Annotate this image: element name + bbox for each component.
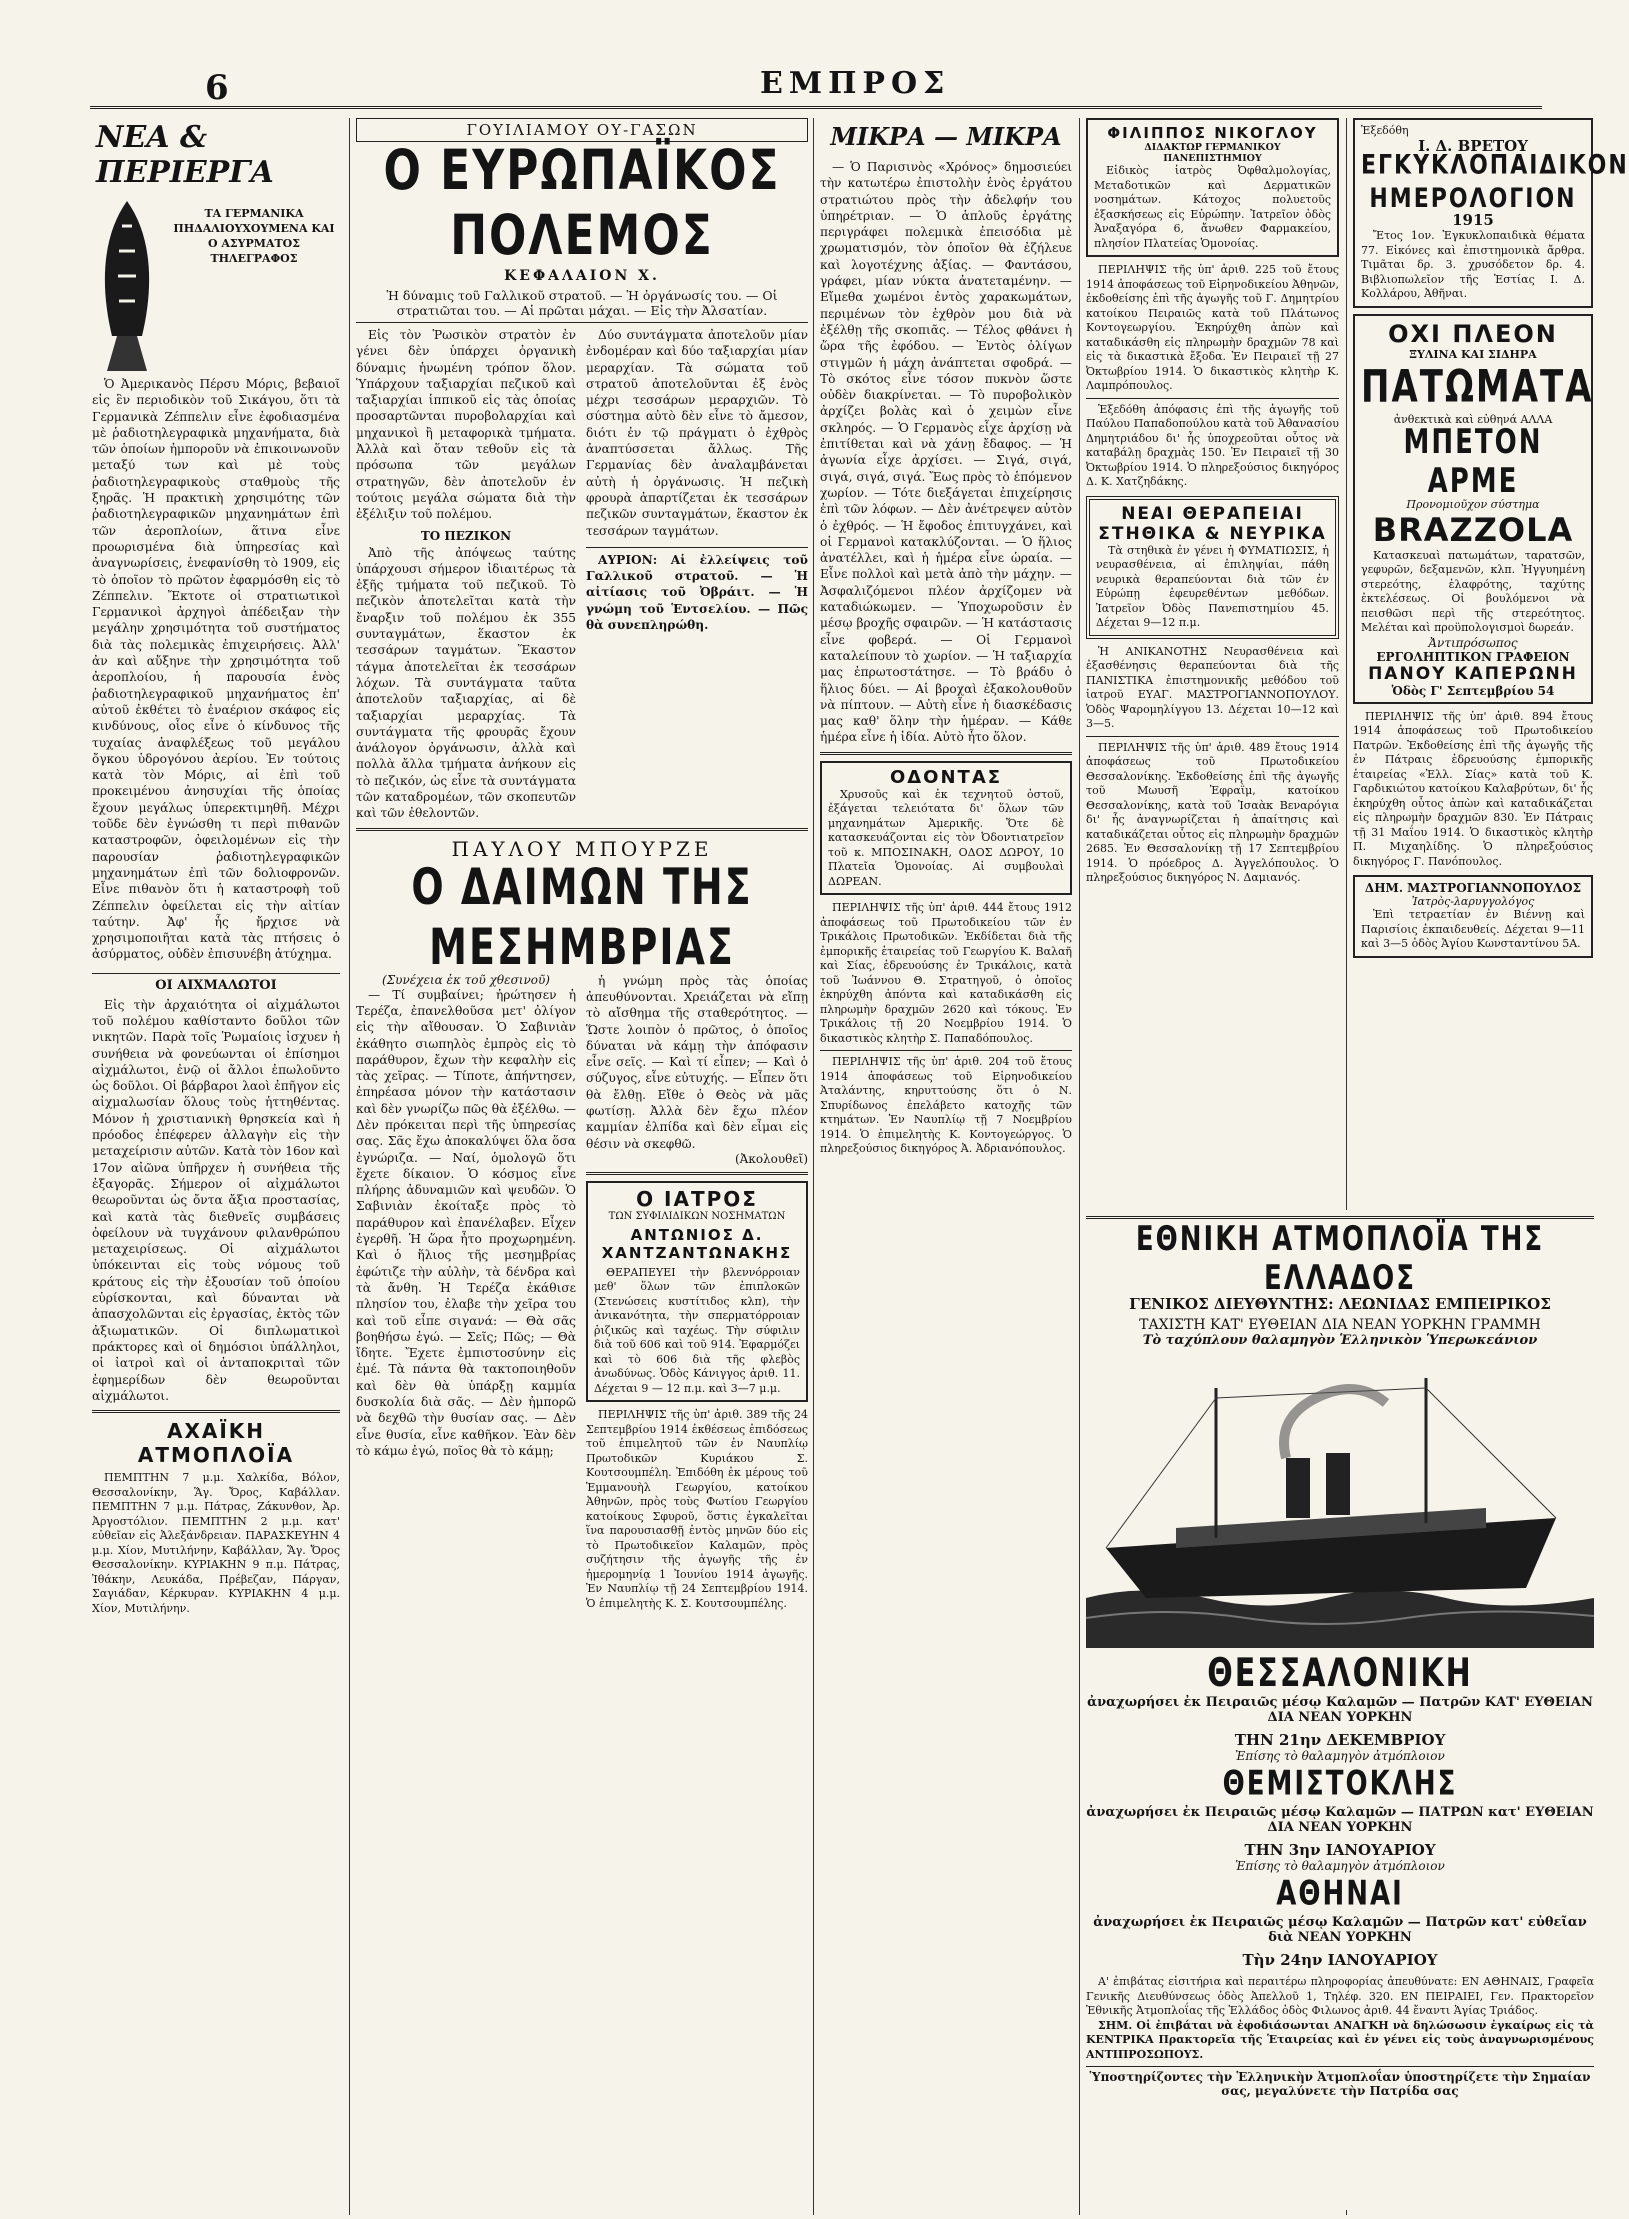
article-title: ΟΙ ΑΙΧΜΑΛΩΤΟΙ — [92, 973, 340, 993]
doctor-ad — [586, 1181, 808, 1403]
ship-route: ἀναχωρήσει ἐκ Πειραιῶς μέσῳ Καλαμῶν — ΠΑΤΡΩΝ κατ' ΕΥΘΕΙΑΝ ΔΙΑ ΝΕΑΝ ΥΟΡΚΗΝ — [1086, 1805, 1594, 1835]
ad-line: ΤΑΧΙΣΤΗ ΚΑΤ' ΕΥΘΕΙΑΝ ΔΙΑ ΝΕΑΝ ΥΟΡΚΗΝ ΓΡΑΜΜΗ — [1139, 1317, 1541, 1333]
medical-notice: Ἡ ΑΝΙΚΑΝΟΤΗΣ Νευρασθένεια καὶ ἐξασθένησις θεραπεύονται διὰ τῆς ΠΑΝΙΣΤΙΚΑ ἐπιστημονικῆς μεθόδου τοῦ ἰατροῦ ΕΥΑΓ. ΜΑΣΤΡΟΓΙΑΝΝΟΠΟΥΛΟΥ. Ὁδὸς Ψαρομηλίγγου 13. Δέχεται 10—12 καὶ 3—5. — [1086, 644, 1339, 730]
masthead-rule — [90, 106, 1542, 109]
column-rule — [813, 118, 814, 2215]
court-notice: ΠΕΡΙΛΗΨΙΣ τῆς ὑπ' ἀριθ. 225 τοῦ ἔτους 1914 ἀποφάσεως τοῦ Εἰρηνοδικείου Ἀθηνῶν, ἐκδοθείσης ἐπὶ τῆς ἀγωγῆς τοῦ Γ. Δημητρίου κατοίκου Πειραιῶς κατὰ τοῦ Πλάτωνος Κοντογεωργίου. Ἐκηρύχθη ἀπὼν καὶ καταδικάσθη εἰς πληρωμὴν δραχμῶν 78 καὶ εἰς τὰ δικαστικὰ ἔξοδα. Ἐν Πειραιεῖ τῇ 27 Ὀκτωβρίου 1914. Ὁ δικαστικὸς κλητὴρ Κ. Λαμπρόπουλος. — [1086, 263, 1339, 392]
ad-notice: ΣΗΜ. Οἱ ἐπιβάται νὰ ἐφοδιάσωνται ΑΝΑΓΚΗ νὰ δηλώσωσιν ἐγκαίρως εἰς τὰ ΚΕΝΤΡΙΚΑ Πρακτορεῖα τῆς Ἑταιρείας καὶ ἐν γένει εἰς τοὺς ἀναγνωρισμένους ΑΝΤΙΠΡΟΣΩΠΟΥΣ. — [1086, 2018, 1594, 2061]
office-owner: ΠΑΝΟΥ ΚΑΠΕΡΩΝΗ — [1368, 663, 1578, 684]
ad-headline: ΟΧΙ ΠΛΕΟΝ — [1388, 319, 1558, 348]
court-notice: ΠΕΡΙΛΗΨΙΣ τῆς ὑπ' ἀριθ. 444 ἔτους 1912 ἀποφάσεως τοῦ Πρωτοδικείου τῶν ἐν Τρικάλοις Πρωτοδικῶν. Ἐκδίδεται διὰ τῆς ἐμπορικῆς ἑταιρείας τοῦ Γεωργίου Κ. Βαλαῆ καὶ Σίας, ἐδρευούσης ἐν Τρικάλοις, κατὰ τοῦ Ἰωάννου Θ. Στρατηγοῦ, ὁ ὁποῖος ἐκηρύχθη ἀπόντα καὶ καταδικάσθη εἰς πληρωμὴν δραχμῶν 2620 καὶ τόκους. Ἐν Τρικάλοις τῇ 20 Νοεμβρίου 1914. Ὁ δικαστικὸς κλητὴρ Σ. Παπαδόπουλος. — [820, 901, 1072, 1045]
ship-name: ΘΕΣΣΑΛΟΝΙΚΗ — [1207, 1650, 1473, 1697]
novel-text: — Τί συμβαίνει; ἠρώτησεν ἡ Τερέζα, ἐπανελθοῦσα μετ' ὀλίγον εἰς τὴν αἴθουσαν. Ὁ Σαβινιὰν ἐκάθητο σιωπηλὸς ἐμπρὸς εἰς τὸ παράθυρον, ἔχων τὴν κεφαλὴν εἰς τὰς χεῖρας. — Τίποτε, ἀπήντησεν, ἐπηρέασα μόνον τὴν κατάστασιν καὶ δὲν γνωρίζω πῶς θὰ ἐξέλθω. — Δὲν πρόκειται περὶ τῆς ὑπηρεσίας σας. Σᾶς ἔχω ἀποκαλύψει ὅλα ὅσα ἐγνώριζα. — Ναί, ὁμολογῶ ὅτι ἔχετε δίκαιον. Ὁ κόσμος εἶνε πλήρης ἀδυναμιῶν καὶ ψευδῶν. Ὁ Σαβινιὰν ἐκοίταξε πρὸς τὸ παράθυρον καὶ ἐπανέλαβεν. Εἶχεν ἐγερθῆ. Ἡ ὥρα ἦτο προχωρημένη. Καὶ ὁ ἥλιος τῆς μεσημβρίας ἐφώτιζε τὴν αὐλὴν, τὰ δένδρα καὶ τὰ ἄνθη. Ἡ Τερέζα ἐκάθισε πλησίον του, ἐλαβε τὴν χεῖρα του καὶ τοῦ εἶπε σιγανά: — Θὰ σᾶς βοηθήσω ἐγώ. — Σεῖς; Πῶς; — Θὰ ἴδητε. Ἔχετε ἐμπιστοσύνην εἰς ἐμέ. Τὰ πάντα θὰ τακτοποιηθοῦν καὶ δὲν θὰ ὑπάρξῃ καμμία δυσκολία διὰ σᾶς. — Δὲν ἠμπορῶ νὰ δεχθῶ τὴν θυσίαν σας. — Δὲν εἶνε θυσία, εἶνε καθῆκον. Ἐὰν δὲν τὸ κάμω ἐγώ, ποῖος θὰ τὸ κάμῃ; — [356, 987, 576, 1458]
ad-subtitle: ΤΩΝ ΣΥΦΙΛΙΔΙΚΩΝ ΝΟΣΗΜΑΤΩΝ — [608, 1210, 786, 1222]
novel-text: ἡ γνώμη πρὸς τὰς ὁποίας ἀπευθύνονται. Χρειάζεται νὰ εἴπῃ τὸ αἴσθημα τῆς σταθερότητος. — Ὥστε λοιπὸν ὁ πρῶτος, ὁ ὁποῖος δύναται νὰ κάμῃ τὴν ἀπόφασιν εἶνε σεῖς. — Καὶ τί εἶπεν; — Καὶ ὁ σύζυγος, εἶνε εὐτυχής. — Εἶπεν ὅτι θὰ ἔλθῃ. Εἴθε ὁ Θεὸς νὰ μᾶς φωτίσῃ. Ἀλλὰ δὲν ἔχω πλέον καμμίαν ἐλπίδα καὶ δὲν εἶμαι εἰς θέσιν νὰ σκεφθῶ. — [586, 973, 808, 1151]
ad-text: Τὰ στηθικὰ ἐν γένει ἡ ΦΥΜΑΤΙΩΣΙΣ, ἡ νευρασθένεια, αἱ ἐπιληψίαι, πάθη νευρικὰ θεραπεύονται διὰ τῶν ἐν Εὐρώπῃ ἐφευρεθέντων μεθόδων. Ἰατρεῖον Ὀδὸς Πανεπιστημίου 45. Δέχεται 9—12 π.μ. — [1096, 543, 1329, 629]
novel-author: ΠΑΥΛΟΥ ΜΠΟΥΡΖΕ — [451, 836, 713, 861]
therapy-ad — [1086, 496, 1339, 639]
ad-text: Ἐπὶ τετραετίαν ἐν Βιέννῃ καὶ Παρισίοις ἐκπαιδευθείς. Δέχεται 9—11 καὶ 3—5 ὁδὸς Ἁγίου Κωνσταντίνου 5Α. — [1361, 908, 1585, 950]
ship-date: ΤΗΝ 21ην ΔΕΚΕΜΒΡΙΟΥ — [1234, 1731, 1446, 1749]
masthead — [0, 62, 1600, 110]
office-name: ΕΡΓΟΛΗΠΤΙΚΟΝ ΓΡΑΦΕΙΟΝ — [1376, 649, 1570, 664]
article-text: Ἀπὸ τῆς ἀπόψεως ταύτης ὑπάρχουσι σήμερον ἰδιαιτέρως τὰ ἑξῆς τμήματα τοῦ πεζικοῦ. Τὸ πεζικὸν ἀποτελεῖται κατὰ τὴν ἔναρξιν τοῦ πολέμου ἐκ 355 συνταγμάτων, ἕκαστον ἐκ τεσσάρων ταγμάτων. Ἕκαστον τάγμα ἀποτελεῖται ἐκ τεσσάρων λόχων. Τὰ συντάγματα ταῦτα ἀποτελοῦν ταξιαρχίας, αἱ δὲ ταξιαρχίαι μεραρχίας. Τὰ συντάγματα τῆς φρουρᾶς ἔχουν ἀνάλογον ὀργάνωσιν, ἀλλὰ καὶ πολλὰ ἄλλα τμήματα ἀνήκουν εἰς τὸ πεζικόν, ὡς εἶνε τὰ συντάγματα τῶν καταδρομέων, τῶν σκοπευτῶν καὶ τῶν ἐθελοντῶν. — [356, 545, 576, 821]
ad-title: ΟΔΟΝΤΑΣ — [889, 766, 1003, 788]
ad-text: ΘΕΡΑΠΕΥΕΙ τὴν βλεννόρροιαν μεθ' ὅλων τῶν ἐπιπλοκῶν (Στενώσεις κυστίτιδος κλπ), τὴν ἀνικανότητα, τὴν σπερματόρροιαν ῥιζικῶς καὶ ταχέως. Τὴν σύφιλιν διὰ τοῦ 606 καὶ τοῦ 914. Ἐφαρμόζει καὶ τὸ 606 διὰ τῆς φλεβὸς ἀνωδύνως. Ὁδὸς Κάνιγγος ἀριθ. 11. Δέχεται 9 — 12 π.μ. καὶ 3—7 μ.μ. — [594, 1265, 800, 1395]
article-text: Εἰς τὸν Ῥωσικὸν στρατὸν ἐν γένει δὲν ὑπάρχει ὀργανικὴ δύναμις ἡνωμένη τρόπον ὅλον. Ὑπάρχουν ταξιαρχίαι πεζικοῦ καὶ ταξιαρχίαι ἱππικοῦ εἰς τὰς ὁποίας προσαρτῶνται πυροβολαρχίαι καὶ μηχανικοὶ ἢ μεταφορικὰ τμήματα. Ἀλλὰ καὶ ὅταν τεθοῦν εἰς τὰ πρόσωπα τῶν μεγάλων στρατηγῶν, δὲν ἀποτελοῦν ἐν τούτοις μεγάλα σώματα διὰ τὴν ἐξέλιξιν τοῦ πολέμου. — [356, 328, 576, 522]
doctor-name: ΦΙΛΙΠΠΟΣ ΝΙΚΟΓΛΟΥ — [1107, 124, 1318, 142]
ship-note: Ἐπίσης τὸ θαλαμηγὸν ἀτμόπλοιον — [1235, 1859, 1445, 1873]
ad-line-sub: Τὸ ταχύπλουν θαλαμηγὸν Ἑλληνικὸν Ὑπερωκεάνιον — [1142, 1333, 1538, 1348]
ad-title: ΑΧΑΪΚΗ ΑΤΜΟΠΛΟΪΑ — [137, 1419, 295, 1468]
ship-date: ΤΗΝ 3ην ΙΑΝΟΥΑΡΙΟΥ — [1244, 1841, 1436, 1859]
summary: Ἡ δύναμις τοῦ Γαλλικοῦ στρατοῦ. — Ἡ ὀργάνωσίς του. — Οἱ στρατιῶται του. — Αἱ πρῶται μάχαι. — Εἰς τὴν Ἀλσατίαν. — [386, 288, 778, 318]
novel-continued: (Συνέχεια ἐκ τοῦ χθεσινοῦ) — [382, 972, 550, 987]
ad-title: Ο ΙΑΤΡΟΣ — [636, 1186, 758, 1211]
novel-title: Ο ΔΑΙΜΩΝ ΤΗΣ ΜΕΣΗΜΒΡΙΑΣ — [411, 858, 753, 976]
column-short-news — [820, 118, 1072, 2215]
article-text: Ὁ Ἀμερικανὸς Πέρσυ Μόρις, βεβαιοῖ εἰς ἓν περιοδικὸν τοῦ Σικάγου, ὅτι τὰ Γερμανικὰ Ζέππελιν εἶνε ἐφοδιασμένα μὲ ῥαδιοτηλεγραφικὰ μηχανήματα, διὰ τῶν ὁποίων ἠμποροῦν νὰ ἐπικοινωνοῦν μεταξύ των καὶ μὲ τοὺς ῥαδιοτηλεγραφικοὺς σταθμοὺς τῆς ξηρᾶς. Ἡ πρακτικὴ χρησιμότης τῶν ῥαδιοτηλεγραφικῶν μηχανημάτων ἐπὶ τῶν ἀεροπλοίων, ἅτινα εἶνε προωρισμένα διὰ ὑπηρεσίας καὶ ἀναγνωρίσεις, ἐνεφανίσθη τὸ 1909, εἰς τὸ ὁποῖον τὸ πρῶτον ἐφαρμόσθη εἰς τὸ Ζέππελιν. Ἔκτοτε οἱ στρατιωτικοὶ Γερμανικοὶ ἀρχηγοὶ ἀπέδειξαν τὴν μεγάλην χρησιμότητα τοῦ συστήματος διὰ τὰς πολεμικὰς ἐπιχειρήσεις. Ἀλλ' ἀν καὶ αὔξηνε τὴν χρησιμότητα τοῦ ἀεροπλοίου, ἡ παρουσία ἑνὸς ῥαδιοτηλεγραφικοῦ μηχανήματος ἐπ' αὐτοῦ ἐκθέτει τὸ ἐναέριον σκάφος εἰς κινδύνους, οἷος εἶνε ὁ κίνδυνος τῆς τυχαίας ἀναφλέξεως τοῦ μεγάλου ὄγκου ὑδρογόνου ἀερίου. Ἐν τούτοις κατὰ τὸν Μόρις, αἱ ἐπὶ τοῦ προκειμένου ἀνησυχίαι τῆς ὁποίας ἔχουν μεγάλως ὑπερεκτιμηθῆ. Μέχρι τοῦδε δὲν ἐγνώσθη τι περὶ πιθανῶν καταστροφῶν, ὀφειλομένων εἰς τὴν παρουσίαν ῥαδιοτηλεγραφικῶν μηχανημάτων ἐπὶ τῶν δολιοφρονῶν. Εἶνε πιθανὸν ὅτι ἡ καταστροφὴ τοῦ Ζέππελιν ὀφείλεται εἰς τὴν αἰτίαν ταύτην. Ἀφ' ἧς ἤρχισε νὰ χρησιμοποιῆται κατὰ τὰς πτήσεις ὁ ἀσύρματος, οὐδὲν ἐπισυνέβη ἀτύχημα. — [92, 377, 340, 962]
to-be-continued: (Ἀκολουθεῖ) — [734, 1151, 808, 1166]
ad-subtitle: ΞΥΛΙΝΑ ΚΑΙ ΣΙΔΗΡΑ — [1409, 347, 1537, 361]
column-rule — [349, 118, 350, 2215]
doctor-ad — [1353, 875, 1593, 958]
column-rule — [1079, 118, 1080, 2215]
almanac-ad — [1353, 118, 1629, 308]
ad-headline: ΠΑΤΩΜΑΤΑ — [1361, 360, 1594, 413]
chapter: ΚΕΦΑΛΑΙΟΝ Χ. — [504, 268, 660, 284]
court-notice: Ἐξεδόθη ἀπόφασις ἐπὶ τῆς ἀγωγῆς τοῦ Παύλου Παπαδοπούλου κατὰ τοῦ Ἀθανασίου Δημητριάδου δι' ἧς ὑποχρεοῦται οὗτος νὰ καταβάλῃ δραχμὰς 150. Ἐν Πειραιεῖ τῇ 30 Ὀκτωβρίου 1914. Ὁ πληρεξούσιος δικηγόρος Δ. Κ. Χατζηδάκης. — [1086, 402, 1339, 488]
column-news — [92, 118, 340, 2215]
article-title: Ο ΕΥΡΩΠΑΪΚΟΣ ΠΟΛΕΜΟΣ — [383, 139, 781, 268]
divider — [1086, 1216, 1594, 1219]
ad-year: 1915 — [1452, 211, 1494, 229]
ad-subtitle: ΔΙΔΑΚΤΩΡ ΓΕΡΜΑΝΙΚΟΥ ΠΑΝΕΠΙΣΤΗΜΙΟΥ — [1144, 142, 1281, 164]
divider — [586, 1172, 808, 1175]
court-notice: ΠΕΡΙΛΗΨΙΣ τῆς ὑπ' ἀριθ. 204 τοῦ ἔτους 1914 ἀποφάσεως τοῦ Εἰρηνοδικείου Ἀταλάντης, κηρυττούσης ὅτι ὁ Ν. Σπυρίδωνος ἐπελάβετο κατοχῆς τῶν κτημάτων. Ἐν Ναυπλίῳ τῇ 7 Νοεμβρίου 1914. Ὁ ἐπιμελητὴς Κ. Κοντογεώργος. Ὁ πληρεξούσιος δικηγόρος Ἀ. Ἀδριανόπουλος. — [820, 1055, 1072, 1156]
ad-subtitle: Προνομιοῦχον σύστημα — [1406, 497, 1540, 511]
court-notice: ΠΕΡΙΛΗΨΙΣ τῆς ὑπ' ἀριθ. 389 τῆς 24 Σεπτεμβρίου 1914 ἐκθέσεως ἐπιδόσεως τοῦ ἐπιμελητοῦ τῶν ἐν Ναυπλίῳ Πρωτοδικῶν Κυριάκου Σ. Κουτσουμπέλη. Ἐπιδόθη ἐκ μέρους τοῦ Ἐμμανουὴλ Γεωργίου, κατοίκου Ἀθηνῶν, πρὸς τοὺς Φωτίου Γεωργίου κατοίκους Σφυροῦ, ὅστις ἐγκαλεῖται ἵνα παρουσιασθῇ ἐντὸς μηνῶν δύο εἰς τὸ Πρωτοδικεῖον Καλαμῶν, πρὸς συζήτησιν τῆς ἀγωγῆς τῆς ἐν ἡμερομηνίᾳ 1 Ἰουνίου 1914 ἀγωγῆς. Ἐν Ναυπλίῳ τῇ 24 Σεπτεμβρίου 1914. Ὁ ἐπιμελητὴς Κ. Σ. Κουτσουμπέλης. — [586, 1408, 808, 1610]
divider — [1086, 398, 1339, 399]
divider — [820, 752, 1072, 755]
steamship-ad — [1086, 1210, 1594, 2210]
doctor-title: Ἰατρὸς-λαρυγγολόγος — [1411, 895, 1535, 908]
divider — [1086, 736, 1339, 737]
ship-route: ἀναχωρήσει ἐκ Πειραιῶς μέσῳ Καλαμῶν — Πατρῶν ΚΑΤ' ΕΥΘΕΙΑΝ ΔΙΑ ΝΕΑΝ ΥΟΡΚΗΝ — [1087, 1695, 1593, 1725]
doctor-name: ΔΗΜ. ΜΑΣΤΡΟΓΙΑΝΝΟΠΟΥΛΟΣ — [1364, 881, 1582, 895]
ship-route: ἀναχωρήσει ἐκ Πειραιῶς μέσῳ Καλαμῶν — Πατρῶν κατ' εὐθεῖαν διὰ ΝΕΑΝ ΥΟΡΚΗΝ — [1093, 1915, 1587, 1945]
ad-subtitle: ΣΤΗΘΙΚΑ & ΝΕΥΡΙΚΑ — [1098, 523, 1327, 544]
ad-text: Χρυσοῦς καὶ ἐκ τεχνητοῦ ὀστοῦ, ἐξάγεται τελειότατα δι' ὅλων τῶν μηχανημάτων Ἀμερικῆς. Ὅτε δὲ κατασκευάζονται εἰς τὸν Ὀδοντιατρεῖον τοῦ κ. ΜΠΟΣΙΝΑΚΗ, ΟΔΟΣ ΔΩΡΟΥ, 10 Πλατεῖα Ὁμονοίας. Αἱ συμβουλαὶ ΔΩΡΕΑΝ. — [828, 787, 1064, 888]
section-title: ΜΙΚΡΑ — ΜΙΚΡΑ — [830, 122, 1062, 151]
ship-note: Ἐπίσης τὸ θαλαμηγὸν ἀτμόπλοιον — [1235, 1749, 1445, 1763]
divider — [356, 322, 808, 323]
ad-subtitle: Ἀντιπρόσωπος — [1428, 635, 1518, 650]
brand-name: BRAZZOLA — [1372, 510, 1574, 549]
ad-info: Α' ἐπιβάτας εἰσιτήρια καὶ περαιτέρω πληροφορίας ἀπευθύνατε: ΕΝ ΑΘΗΝΑΙΣ, Γραφεῖα Γενικῆς Διευθύνσεως ὁδὸς Ἀπελλοῦ 1, Τηλέφ. 320. ΕΝ ΠΕΙΡΑΙΕΙ, Γεν. Πρακτορεῖον Ἐθνικῆς Ἀτμοπλοΐας τῆς Ἑλλάδος ὁδὸς Φιλωνος ἀριθ. 44 ἔναντι Ἁγίας Τριάδος. — [1086, 1975, 1594, 2017]
article-title: ΤΑ ΓΕΡΜΑΝΙΚΑ ΠΗΔΑΛΙΟΥΧΟΥΜΕΝΑ ΚΑΙ Ο ΑΣΥΡΜΑΤΟΣ ΤΗΛΕΓΡΑΦΟΣ — [173, 207, 335, 265]
next-issue: ΑΥΡΙΟΝ: Αἱ ἐλλείψεις τοῦ Γαλλικοῦ στρατοῦ. — Ἡ αἰτίασις τοῦ Ὀβράιτ. — Ἡ γνώμη τοῦ Ἑντσελίου. — Πῶς θὰ συνεπληρώθη. — [586, 547, 808, 633]
dentist-ad — [820, 761, 1072, 896]
page-number: 6 — [205, 68, 229, 108]
ad-text: ΠΕΜΠΤΗΝ 7 μ.μ. Χαλκίδα, Βόλον, Θεσσαλονίκην, Ἅγ. Ὄρος, Καβάλλαν. ΠΕΜΠΤΗΝ 7 μ.μ. Πάτρας, Ζάκυνθον, Ἀρ. Ἀργοστόλιον. ΠΕΜΠΤΗΝ 2 μ.μ. κατ' εὐθεῖαν εἰς Ἀλεξάνδρειαν. ΠΑΡΑΣΚΕΥΗΝ 4 μ.μ. Χίον, Μυτιλήνην, Καβάλλαν, Ἅγ. Ὄρος Θεσσαλονίκην. ΚΥΡΙΑΚΗΝ 9 π.μ. Πάτρας, Ἰθάκην, Λευκάδα, Πρέβεζαν, Πάργαν, Σαγιάδαν, Κέρκυραν. ΚΥΡΙΑΚΗΝ 4 μ.μ. Χίον, Μυτιλήνην. — [92, 1471, 340, 1615]
subhead: ΤΟ ΠΕΖΙΚΟΝ — [420, 528, 512, 543]
ad-director: ΓΕΝΙΚΟΣ ΔΙΕΥΘΥΝΤΗΣ: ΛΕΩΝΙΔΑΣ ΕΜΠΕΙΡΙΚΟΣ — [1129, 1295, 1551, 1313]
ad-text: Κατασκευαὶ πατωμάτων, ταρατσῶν, γεφυρῶν, δεξαμενῶν, κλπ. Ἠγγυημένη στερεότης, ἐλαφρότης, ταχύτης ἐκτελέσεως. Οἱ βουλόμενοι νὰ πεισθῶσι περὶ τῆς στερεότητος. Μελέται καὶ προϋπολογισμοὶ δωρεάν. — [1361, 548, 1585, 634]
ship-name: ΘΕΜΙΣΤΟΚΛΗΣ — [1222, 1764, 1458, 1804]
ship-name: ΑΘΗΝΑΙ — [1276, 1874, 1404, 1914]
column-war — [356, 118, 808, 2215]
divider — [820, 1050, 1072, 1051]
ad-title: ΝΕΑΙ ΘΕΡΑΠΕΙΑΙ — [1121, 503, 1304, 524]
court-notice: ΠΕΡΙΛΗΨΙΣ τῆς ὑπ' ἀριθ. 894 ἔτους 1914 ἀποφάσεως τοῦ Πρωτοδικείου Πατρῶν. Ἐκδοθείσης ἐπὶ τῆς ἀγωγῆς τῆς ἐν Πάτραις ἐδρευούσης ἐμπορικῆς ἑταιρείας «Ἐλλ. Σίας» κατὰ τοῦ Κ. Γαρδικιώτου κατοίκου Καλαβρύτων, δι' ἧς ἐκηρύχθη οὗτος ἀπὼν καὶ καταδικάζεται εἰς πληρωμὴν δραχμῶν 830. Ἐν Πάτραις τῇ 31 Μαΐου 1914. Ὁ δικαστικὸς κλητὴρ Π. Μιχαηλίδης. Ὁ πληρεξούσιος δικηγόρος Γ. Πανόπουλος. — [1353, 709, 1593, 868]
publisher-name: Ι. Δ. ΒΡΕΤΟΥ — [1418, 137, 1528, 155]
court-notice: ΠΕΡΙΛΗΨΙΣ τῆς ὑπ' ἀριθ. 489 ἔτους 1914 ἀποφάσεως τοῦ Πρωτοδικείου Θεσσαλονίκης. Ἐκδοθείσης ἐπὶ τῆς ἀγωγῆς τοῦ Μωυσῆ Ἐφραῒμ, κατοίκου Θεσσαλονίκης, κατὰ τοῦ Ἰσαὰκ Βεναρόγια δι' ἧς ἀναγνωρίζεται ἡ ἀπαίτησις καὶ καταδικάζεται οὗτος εἰς πληρωμὴν δραχμῶν 2685. Ἐν Θεσσαλονίκῃ τῇ 17 Σεπτεμβρίου 1914. Ὁ πρόεδρος Δ. Ἀγγελόπουλος. Ὁ πληρεξούσιος δικηγόρος Ν. Δαμιανός. — [1086, 740, 1339, 884]
section-title: ΝΕΑ & ΠΕΡΙΕΡΓΑ — [96, 120, 274, 190]
paper-name: ΕΜΠΡΟΣ — [760, 66, 951, 101]
ad-title: ΕΓΚΥΚΛΟΠΑΙΔΙΚΟΝ ΗΜΕΡΟΛΟΓΙΟΝ — [1361, 150, 1629, 215]
doctor-name: ΑΝΤΩΝΙΟΣ Δ. ΧΑΝΤΖΑΝΤΩΝΑΚΗΣ — [601, 1225, 793, 1262]
ad-headline: ΜΠΕΤΟΝ ΑΡΜΕ — [1403, 422, 1543, 501]
ad-subtitle: ἀνθεκτικὰ καὶ εὐθηνά ΑΛΛΑ — [1393, 412, 1553, 426]
ad-note: Ἐξεδόθη — [1361, 124, 1409, 137]
ad-text: Ἔτος 1ον. Ἐγκυκλοπαιδικὰ θέματα 77. Εἰκόνες καὶ ἐπιστημονικὰ ἄρθρα. Τιμᾶται δρ. 3. χρυσόδετον δρ. 4. Βιβλιοπωλεῖον τῆς Ἑστίας Ι. Δ. Κολλάρου, Ἀθῆναι. — [1361, 229, 1585, 300]
short-news-text: — Ὁ Παρισινὸς «Χρόνος» δημοσιεύει τὴν κατωτέρω ἐπιστολὴν ἑνὸς ἐργάτου στρατιώτου πρὸς τὴν ἀδελφήν του ὑπηρέτριαν. — Ὁ ἁπλοῦς ἐργάτης περιγράφει πολεμικὰ ἐπεισόδια μὲ χρωματισμόν, τὸν ὁποῖον θὰ ἐζήλευε καὶ λογοτέχνης ἀξίας. — Φαντάσου, γράφει, μίαν νύκτα ἀνατεταμένην. — Εἴμεθα χωμένοι ἐντὸς χαρακωμάτων, περιμένων τὸν ἐχθρὸν μου διὰ νὰ ἐξέλθῃ τῆς σκοπιᾶς. — Τέλος φθάνει ἡ ὥρα τῆς ἐφόδου. — Ἐντὸς ὀλίγων στιγμῶν ἡ μάχη ἀνάπτεται σφοδρά. — Τὸ σκότος εἶνε τόσον πυκνὸν ὥστε οὐδὲν διακρίνεται. — Τὸ πυροβολικὸν ἀρχίζει βολὰς καὶ ὁ χειμὼν εἶνε σκληρός. — Ὁ Γερμανὸς εἶχε ἀρχίσῃ νὰ ἐπιτίθεται καὶ νὰ χάνῃ ἔδαφος. — Ἡ ἀγωνία εἶχε ἀρχίσει. — Σιγά, σιγά, σιγά, σιγά, σιγά. Ἔως πρὸς τὸ ἑπόμενον χωρίον. — Τότε διεξάγεται ἐπιχείρησις ἐπὶ τῶν λόφων. — Δὲν ἀνέτρεψεν αὐτὸν ὁ ἐχθρός. — Ἡ ἔφοδος ἐπιτυγχάνει, καὶ οἱ Γερμανοὶ κατακλύζονται. — Ὁ ἥλιος ἀνατέλλει, καὶ ἡ ἡμέρα εἶνε ὡραία. — Εἶνε πολλοὶ καὶ μετὰ ἀπὸ τὴν μάχην. — Ἀσφαλιζόμενοι πλέον ἀρχίζομεν νὰ καταδιώκωμεν. — Ὑποχωροῦσιν ἐν μέσῳ βροχῆς σφαιρῶν. — Ἡ κατάστασις εἶνε φοβερά. — Οἱ Γερμανοὶ καταλείπουν τὸ χωρίον. — Ἡ ταξιαρχία μας ἐπρωτοστάτησε. — Τὸ βράδυ ὁ ἥλιος δύει. — Αἱ βροχαὶ ἐξακολουθοῦν νὰ πίπτουν. — Αὐτὴ εἶνε ἡ διασκέδασις μας καθ' ὅλην τὴν ἡμέραν. — Κάθε ἡμέρα εἶνε ἡ ἰδία. Αὐτὸ ἦτο ὅλον. — [820, 160, 1072, 745]
ad-text: Εἰδικὸς ἰατρὸς Ὀφθαλμολογίας, Μεταδοτικῶν καὶ Δερματικῶν νοσημάτων. Κάτοχος πολυετοῦς ἐξασκήσεως εἰς Εὐρώπην. Ἰατρεῖον ὁδὸς Ἀναξαγόρα 6, ἄνωθεν Φαρμακείου, πλησίον Πλατείας Ὁμονοίας. — [1094, 164, 1331, 250]
ad-support: Ὑποστηρίζοντες τὴν Ἑλληνικὴν Ἀτμοπλοΐαν ὑποστηρίζετε τὴν Σημαίαν σας, μεγαλύνετε τὴν Πατρίδα σας — [1086, 2066, 1594, 2098]
author: ΓΟΥΙΛΙΑΜΟΥ ΟΥ-ΓΑΣΩΝ — [356, 118, 808, 142]
doctor-ad — [1086, 118, 1339, 257]
steamship-illustration-icon — [1086, 1348, 1594, 1648]
floors-ad — [1353, 314, 1593, 704]
zeppelin-illustration-icon — [92, 196, 162, 376]
article-text: Δύο συντάγματα ἀποτελοῦν μίαν ἐνδομέραν καὶ δύο ταξιαρχίαι μίαν μεραρχίαν. Τὰ σώματα τοῦ στρατοῦ ἀποτελοῦνται ἐξ ἑνὸς μέχρι τεσσάρων μεραρχιῶν. Τὸ σύστημα αὐτὸ δὲν εἶνε τὸ ἄμεσον, διότι ἐν τῷ πράγματι ὁ ἐχθρὸς ἀναπτύσσεται ἄλλως. Τῆς Γερμανίας δὲν ἀναλαμβάνεται αὐτὴ ἡ ὀργάνωσις. Ἡ πεζικὴ φρουρὰ ἀπαρτίζεται ἐκ τεσσάρων πεζικῶν συνταγμάτων, ἕκαστον ἐκ τεσσάρων ταγμάτων. — [586, 328, 808, 538]
office-address: Ὁδὸς Γ' Σεπτεμβρίου 54 — [1391, 683, 1555, 698]
ship-date: Τὴν 24ην ΙΑΝΟΥΑΡΙΟΥ — [1242, 1951, 1438, 1969]
article-text: Εἰς τὴν ἀρχαιότητα οἱ αἰχμάλωτοι τοῦ πολέμου καθίσταντο δοῦλοι τῶν νικητῶν. Παρὰ τοῖς Ῥωμαίοις ἰσχυεν ἡ συνήθεια νὰ φονεύωνται οἱ ἐπίσημοι αἰχμάλωτοι, ἐνῷ οἱ ἄλλοι ἐπωλοῦντο ὡς δοῦλοι. Οἱ βάρβαροι λαοὶ ἐπῆγον εἰς αἰχμαλωσίαν ὅλους τοὺς ἡττηθέντας. Μόνον ἡ χριστιανικὴ θρησκεία καὶ ἡ πρόοδος ἐπέφερεν ἀλλαγὴν εἰς τὴν μεταχείρισιν αὐτῶν. Κατὰ τὸν 16ον καὶ 17ον αἰῶνα ὑπῆρχεν ἡ συνήθεια τῆς ἐξαγορᾶς. Σήμερον οἱ αἰχμάλωτοι θεωροῦνται ὡς ὄντα ἄξια προστασίας, καὶ κατὰ τὰς διεθνεῖς συμβάσεις ὀφείλουν νὰ τυγχάνουν φιλανθρώπου μεταχειρίσεως. Οἱ αἰχμάλωτοι ὑπόκεινται εἰς τοὺς νόμους τοῦ κράτους εἰς τὴν ἐξουσίαν τοῦ ὁποίου εὑρίσκονται, καὶ δύνανται νὰ ἀπασχολῶνται εἰς ἐργασίας, ἐκτὸς τῶν ἀξιωματικῶν. Οἱ διπλωματικοὶ πράκτορες καὶ οἱ δημόσιοι ὑπάλληλοι, οἱ ἰατροὶ καὶ οἱ ἀνταποκριταὶ τῶν ἐφημερίδων δὲν θεωροῦνται αἰχμάλωτοι. — [92, 997, 340, 1403]
ad-title: ΕΘΝΙΚΗ ΑΤΜΟΠΛΟΪΑ ΤΗΣ ΕΛΛΑΔΟΣ — [1135, 1220, 1545, 1298]
divider — [356, 828, 808, 831]
divider — [92, 1410, 340, 1413]
